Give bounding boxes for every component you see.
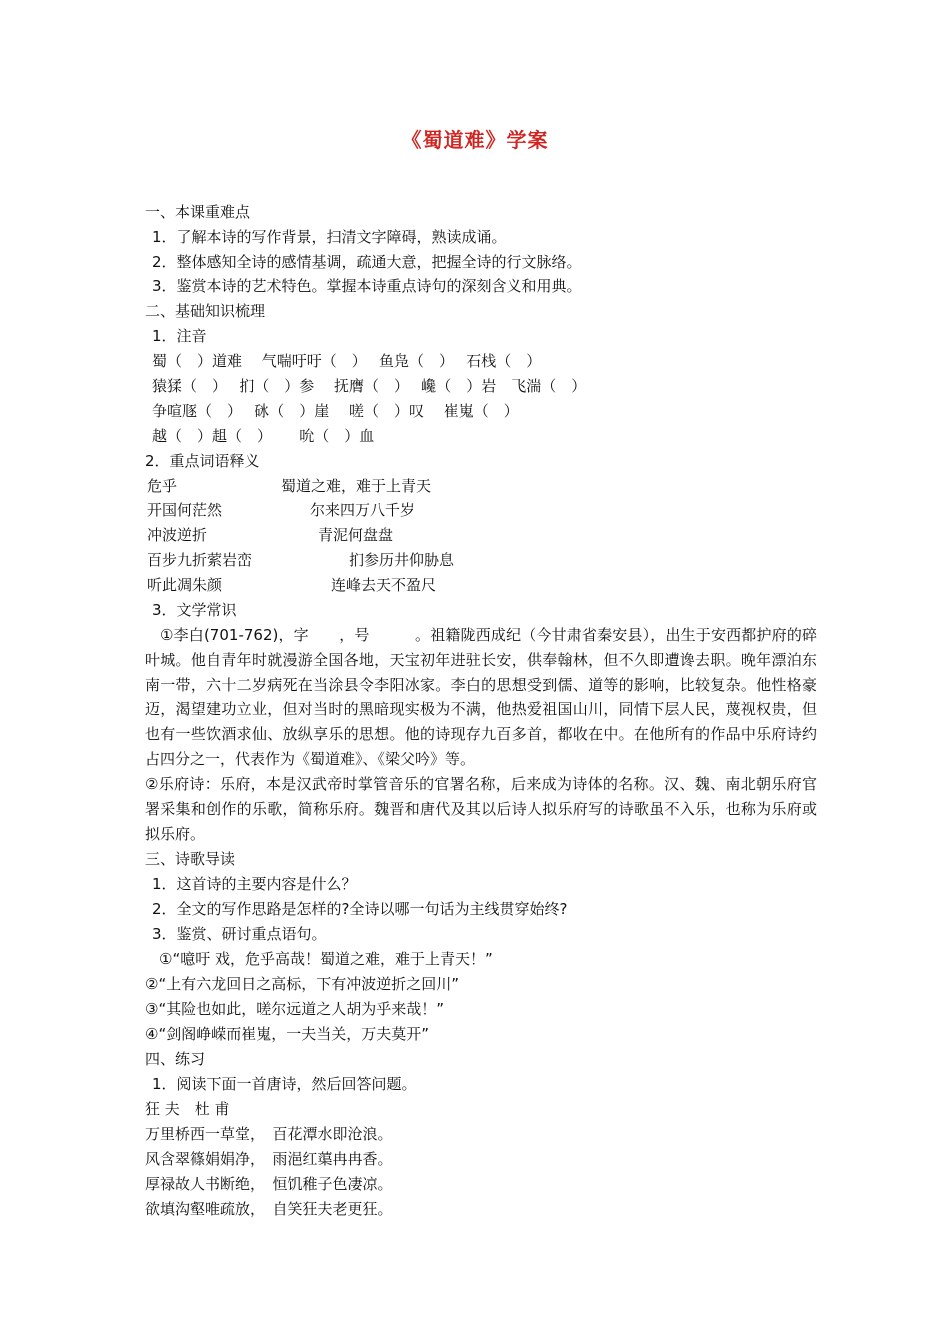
pronunciation-row-2: 猿猱（ ） 扪（ ）参 抚膺（ ） 巉（ ）岩 飞湍（ ）: [152, 377, 587, 395]
yuefu-paragraph: ②乐府诗：乐府，本是汉武帝时掌管音乐的官署名称，后来成为诗体的名称。汉、魏、南北朝乐府官署采集和创作的乐歌，简称乐府。魏晋和唐代及其以后诗人拟乐府写的诗歌虽不入乐，也称为乐府或拟乐府。: [145, 775, 817, 843]
poem-line: 厚禄故人书断绝， 恒饥稚子色凄凉。: [145, 1175, 393, 1193]
poem-line: 万里桥西一草堂， 百花潭水即沧浪。: [145, 1125, 393, 1143]
page-title: 《蜀道难》学案: [401, 128, 549, 152]
exercise-question-1: 1．阅读下面一首唐诗，然后回答问题。: [152, 1075, 417, 1093]
objective-item-3: 3．鉴赏本诗的艺术特色。掌握本诗重点诗句的深刻含义和用典。: [152, 277, 582, 295]
vocab-term: 扪参历井仰胁息: [349, 551, 455, 569]
section-heading-3: 三、诗歌导读: [145, 850, 236, 868]
key-sentence-3: ③“其险也如此，嗟尔远道之人胡为乎来哉！”: [145, 1000, 444, 1018]
section-heading-4: 四、练习: [145, 1050, 206, 1068]
key-sentence-2: ②“上有六龙回日之高标，下有冲波逆折之回川”: [145, 975, 459, 993]
subheading-pronunciation: 1．注音: [152, 327, 207, 345]
poem-line: 风含翠篠娟娟净， 雨浥红蕖冉冉香。: [145, 1150, 393, 1168]
key-sentence-4: ④“剑阁峥嵘而崔嵬，一夫当关，万夫莫开”: [145, 1025, 429, 1043]
objective-item-2: 2．整体感知全诗的感情基调，疏通大意，把握全诗的行文脉络。: [152, 253, 582, 271]
section-heading-2: 二、基础知识梳理: [145, 302, 266, 320]
question-2: 2．全文的写作思路是怎样的?全诗以哪一句话为主线贯穿始终?: [152, 900, 568, 918]
pronunciation-row-1: 蜀（ ）道难 气喘吁吁（ ） 鱼凫（ ） 石栈（ ）: [152, 352, 542, 370]
section-heading-1: 一、本课重难点: [145, 203, 251, 221]
pronunciation-row-4: 越（ ）趄（ ） 吮（ ）血: [152, 427, 375, 445]
vocab-term: 连峰去天不盈尺: [331, 576, 437, 594]
vocab-term: 青泥何盘盘: [318, 526, 394, 544]
vocab-term: 蜀道之难，难于上青天: [281, 477, 432, 495]
pronunciation-row-3: 争喧豗（ ） 砯（ ）崖 嗟（ ）叹 崔嵬（ ）: [152, 402, 519, 420]
question-1: 1．这首诗的主要内容是什么？: [152, 875, 357, 893]
vocab-term: 冲波逆折: [147, 526, 208, 544]
libai-paragraph: ①李白(701-762)，字 ，号 。祖籍陇西成纪（今甘肃省秦安县），出生于安西都护府的碎叶城。他自青年时就漫游全国各地，天宝初年进驻长安，供奉翰林，但不久即遭谗去职。晚年漂泊东南一带，六十二岁病死在当涂县令李阳冰家。李白的思想受到儒、道等的影响，比较复杂。他性格豪迈，渴望建功立业，但对当时的黑暗现实极为不满，他热爱祖国山川，同情下层人民，蔑视权贵，但也有一些饮酒求仙、放纵享乐的思想。他的诗现存九百多首，都收在中。在他所有的作品中乐府诗约占四分之一，代表作为《蜀道难》、《梁父吟》等。: [145, 626, 817, 768]
poem-line: 欲填沟壑唯疏放， 自笑狂夫老更狂。: [145, 1200, 393, 1218]
vocab-term: 危乎: [147, 477, 178, 495]
subheading-literature: 3．文学常识: [152, 601, 237, 619]
question-3: 3．鉴赏、研讨重点语句。: [152, 925, 327, 943]
objective-item-1: 1．了解本诗的写作背景，扫清文字障碍，熟读成诵。: [152, 228, 507, 246]
vocab-term: 开国何茫然: [147, 501, 223, 519]
subheading-vocabulary: 2．重点词语释义: [145, 452, 260, 470]
key-sentence-1: ①“噫吁 戏，危乎高哉！蜀道之难，难于上青天！”: [159, 950, 493, 968]
vocab-term: 尔来四万八千岁: [310, 501, 416, 519]
vocab-term: 听此凋朱颜: [147, 576, 223, 594]
vocab-term: 百步九折萦岩峦: [147, 551, 253, 569]
poem-title: 狂 夫 杜 甫: [145, 1100, 230, 1118]
